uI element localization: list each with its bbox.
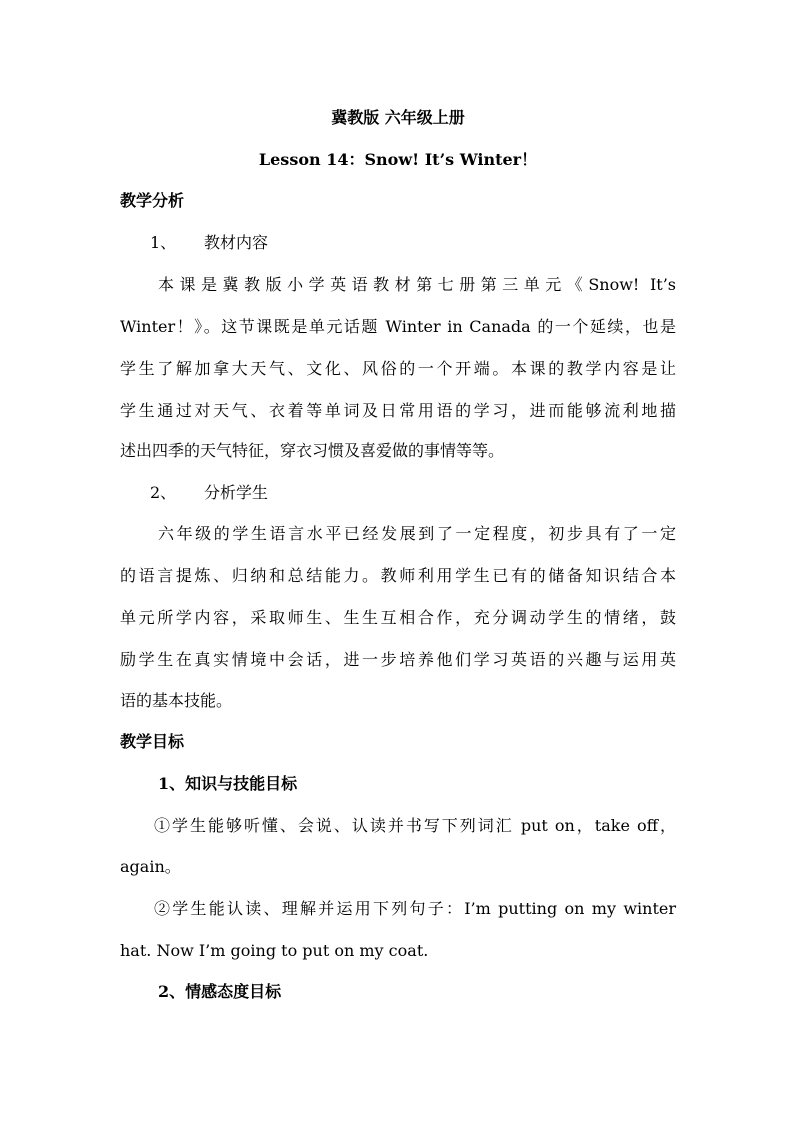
paragraph-line: again。 bbox=[120, 857, 181, 876]
paragraph-line: Winter！》。这节课既是单元话题 Winter in Canada 的一个延续，也是 bbox=[120, 317, 676, 336]
goal-heading-attitude: 2、情感态度目标 bbox=[158, 982, 282, 1001]
paragraph-line: 学生通过对天气、衣着等单词及日常用语的学习，进而能够流利地描 bbox=[120, 401, 676, 420]
paragraph-line: hat. Now I’m going to put on my coat. bbox=[120, 941, 429, 960]
paragraph-line: 单元所学内容，采取师生、生生互相合作，充分调动学生的情绪，鼓 bbox=[120, 608, 676, 627]
paragraph-line: 述出四季的天气特征，穿衣习惯及喜爱做的事情等等。 bbox=[120, 441, 505, 460]
item-heading-students bbox=[150, 482, 706, 504]
paragraph-line: ①学生能够听懂、会说、认读并书写下列词汇 put on，take off， bbox=[154, 816, 676, 835]
item-number: 2、 bbox=[150, 483, 177, 502]
paragraph-line: 学生了解加拿大天气、文化、风俗的一个开端。本课的教学内容是让 bbox=[120, 359, 676, 378]
paragraph-line: 语的基本技能。 bbox=[120, 691, 233, 710]
paragraph-line: 六年级的学生语言水平已经发展到了一定程度，初步具有了一定 bbox=[158, 524, 676, 543]
document-title: 冀教版 六年级上册 bbox=[331, 108, 465, 127]
paragraph-line: ②学生能认读、理解并运用下列句子：I’m putting on my winter bbox=[154, 899, 676, 918]
section-heading-objectives: 教学目标 bbox=[120, 732, 185, 751]
item-label: 分析学生 bbox=[204, 483, 269, 502]
paragraph-line: 的语言提炼、归纳和总结能力。教师利用学生已有的储备知识结合本 bbox=[120, 566, 676, 585]
item-heading-material bbox=[150, 232, 706, 254]
section-heading-analysis: 教学分析 bbox=[120, 191, 185, 210]
goal-heading-knowledge: 1、知识与技能目标 bbox=[158, 774, 298, 793]
paragraph-line: 本课是冀教版小学英语教材第七册第三单元《Snow! It’s bbox=[158, 275, 676, 294]
lesson-subtitle: Lesson 14：Snow! It’s Winter！ bbox=[258, 150, 538, 169]
paragraph-line: 励学生在真实情境中会话，进一步培养他们学习英语的兴趣与运用英 bbox=[120, 650, 676, 669]
item-number: 1、 bbox=[150, 233, 177, 252]
item-label: 教材内容 bbox=[204, 233, 269, 252]
